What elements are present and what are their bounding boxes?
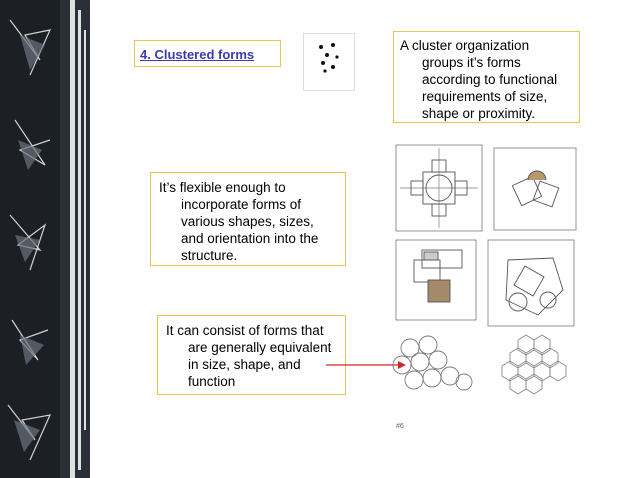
description-2-rest: incorporate forms of various shapes, sizes, and orientation into the structure. — [181, 197, 319, 263]
description-2-first-line: It’s flexible enough to — [159, 180, 286, 195]
description-3-first-line: It can consist of forms that — [166, 323, 324, 338]
figure-mark: #6 — [396, 423, 404, 430]
slide-title[interactable]: 4. Clustered forms — [140, 47, 255, 62]
description-box-3 — [157, 315, 346, 395]
cluster-sketches — [388, 140, 588, 435]
cluster-dots-icon — [303, 33, 355, 91]
description-1-rest: groups it’s forms according to functional requirements of size, shape or proximity. — [422, 55, 558, 121]
description-3-rest: are generally equivalent in size, shape, and function — [188, 340, 332, 389]
decorative-side-strip — [0, 0, 135, 478]
description-box-2 — [150, 172, 346, 266]
slide-title-box — [134, 40, 281, 67]
description-box-1 — [393, 31, 580, 123]
description-1-first-line: A cluster organization — [400, 38, 530, 53]
